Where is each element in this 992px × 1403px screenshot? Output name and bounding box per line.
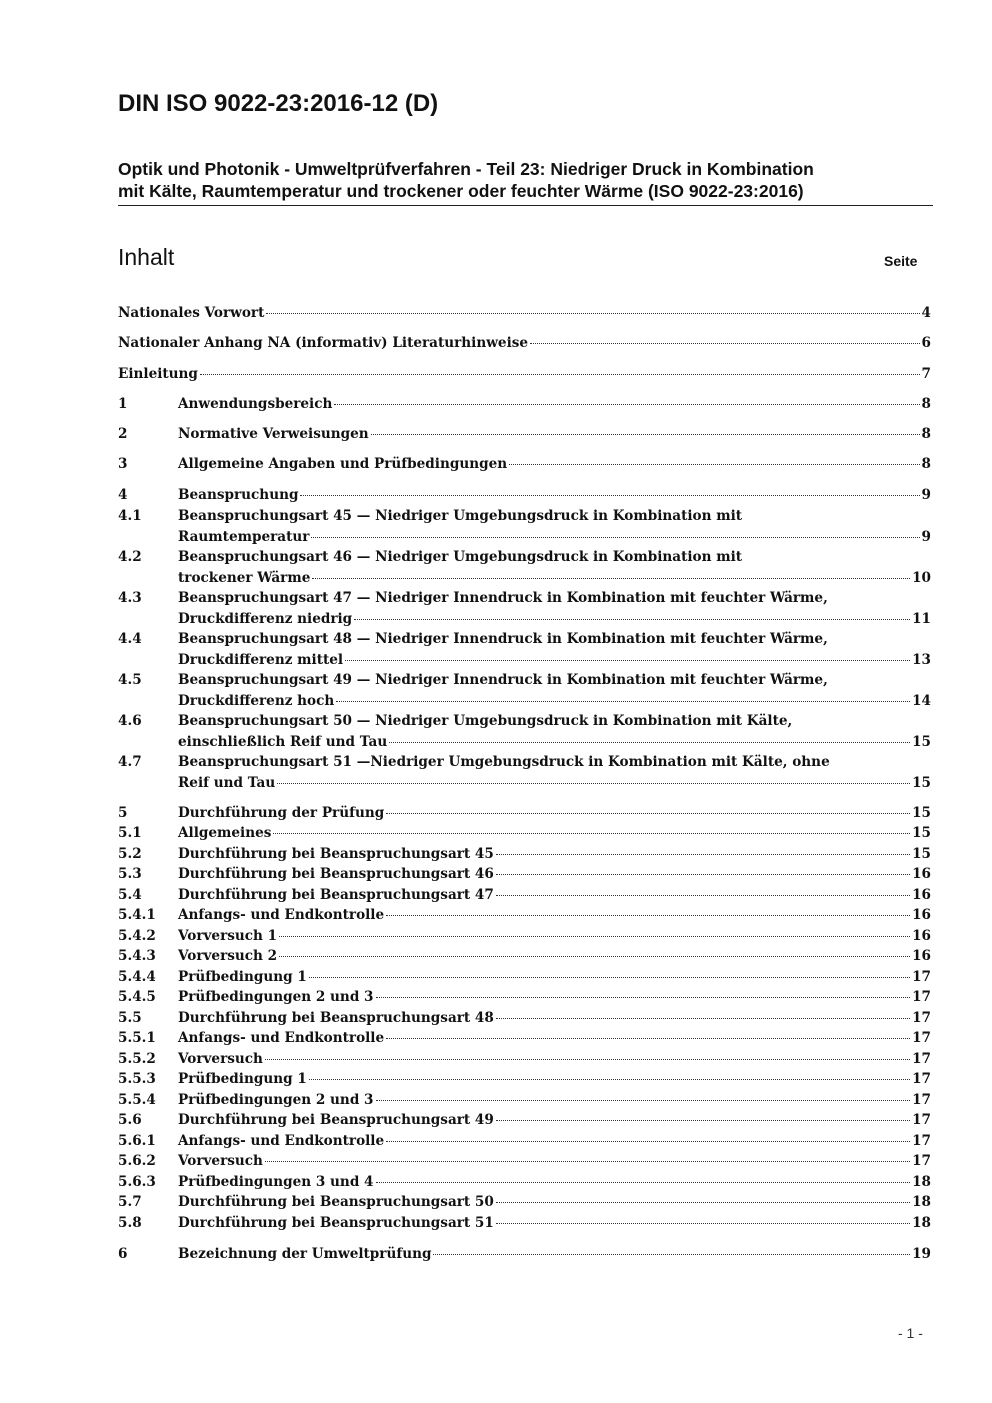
toc-entry-page: 15: [912, 846, 931, 862]
toc-entry-number: 5.8: [118, 1215, 142, 1231]
leader-dots: [309, 976, 910, 978]
leader-dots: [509, 463, 919, 465]
toc-entry-number: 5.4.4: [118, 969, 156, 985]
leader-dots: [279, 935, 910, 937]
toc-entry-page: 9: [921, 487, 931, 503]
toc-entry-page: 16: [912, 928, 931, 944]
toc-entry-title: Prüfbedingung 1: [178, 1071, 307, 1087]
toc-entry-page: 4: [921, 305, 931, 321]
page-column-label: Seite: [884, 253, 918, 269]
toc-entry-title: Durchführung bei Beanspruchungsart 49: [178, 1112, 494, 1128]
leader-dots: [389, 741, 910, 743]
toc-entry-number: 1: [118, 396, 128, 412]
toc-entry-title-line2: Raumtemperatur: [178, 528, 310, 545]
leader-dots: [386, 812, 910, 814]
toc-entry-number: 4.5: [118, 672, 142, 688]
leader-dots: [376, 1099, 911, 1101]
toc-entry-title: Durchführung bei Beanspruchungsart 48: [178, 1010, 494, 1026]
toc-entry-page: 17: [912, 1133, 931, 1149]
toc-entry-number: 4.6: [118, 713, 142, 729]
page-number: - 1 -: [898, 1325, 923, 1341]
toc-entry-page: 18: [912, 1174, 931, 1190]
leader-dots: [200, 373, 920, 375]
toc-entry-page: 17: [912, 1112, 931, 1128]
leader-dots: [376, 1181, 911, 1183]
toc-entry-page: 18: [912, 1215, 931, 1231]
toc-entry-title-line1: Beanspruchungsart 50 — Niedriger Umgebungsdruck in Kombination mit Kälte,: [178, 713, 793, 729]
toc-entry-title: Nationaler Anhang NA (informativ) Literaturhinweise: [118, 335, 529, 351]
toc-entry-number: 5.6.3: [118, 1174, 156, 1190]
toc-entry-page: 17: [912, 1051, 931, 1067]
toc-entry-page: 16: [912, 907, 931, 923]
toc-entry-number: 5.3: [118, 866, 142, 882]
toc-entry-page: 17: [912, 1071, 931, 1087]
toc-entry-title-line1: Beanspruchungsart 48 — Niedriger Innendruck in Kombination mit feuchter Wärme,: [178, 631, 828, 647]
toc-entry-number: 5.5.4: [118, 1092, 156, 1108]
leader-dots: [265, 1160, 910, 1162]
toc-entry-number: 2: [118, 426, 128, 442]
toc-entry-page: 6: [921, 335, 931, 351]
toc-entry-page: 15: [912, 825, 931, 841]
leader-dots: [300, 494, 919, 496]
leader-dots: [496, 853, 910, 855]
toc-entry-number: 5.4: [118, 887, 142, 903]
subtitle-line-1: Optik und Photonik - Umweltprüfverfahren - Teil 23: Niedriger Druck in Kombination: [118, 159, 814, 179]
toc-entry-number: 5.4.3: [118, 948, 156, 964]
leader-dots: [371, 433, 920, 435]
leader-dots: [386, 914, 910, 916]
toc-entry-page: 18: [912, 1194, 931, 1210]
leader-dots: [273, 832, 910, 834]
toc-entry-title: Allgemeines: [178, 825, 272, 841]
toc-entry-page: 8: [921, 396, 931, 412]
toc-entry-title: Prüfbedingung 1: [178, 969, 307, 985]
toc-entry-title: Beanspruchung: [178, 487, 299, 503]
toc-entry-page: 15: [912, 774, 931, 791]
leader-dots: [309, 1078, 910, 1080]
leader-dots: [530, 342, 919, 344]
toc-entry-page: 17: [912, 989, 931, 1005]
toc-entry-number: 5.7: [118, 1194, 142, 1210]
toc-entry-page: 8: [921, 456, 931, 472]
toc-entry-title: Normative Verweisungen: [178, 426, 369, 442]
toc-entry-title: Vorversuch: [178, 1051, 263, 1067]
toc-entry-title-line1: Beanspruchungsart 49 — Niedriger Innendruck in Kombination mit feuchter Wärme,: [178, 672, 828, 688]
leader-dots: [496, 894, 910, 896]
leader-dots: [386, 1037, 910, 1039]
toc-entry-title-line1: Beanspruchungsart 51 —Niedriger Umgebungsdruck in Kombination mit Kälte, ohne: [178, 754, 830, 770]
document-title: DIN ISO 9022-23:2016-12 (D): [118, 90, 439, 117]
toc-entry-number: 5: [118, 805, 128, 821]
toc-entry-page: 7: [921, 366, 931, 382]
toc-entry-title: Allgemeine Angaben und Prüfbedingungen: [178, 456, 508, 472]
leader-dots: [496, 1222, 910, 1224]
toc-entry-number: 5.4.5: [118, 989, 156, 1005]
toc-entry-title: Prüfbedingungen 2 und 3: [178, 1092, 374, 1108]
toc-entry-page: 15: [912, 733, 931, 750]
toc-entry-title-line2: trockener Wärme: [178, 569, 311, 586]
toc-entry-page: 10: [912, 569, 931, 586]
toc-entry-page: 14: [912, 692, 931, 709]
toc-entry-number: 4.1: [118, 508, 142, 524]
leader-dots: [386, 1140, 910, 1142]
toc-entry-title: Prüfbedingungen 3 und 4: [178, 1174, 374, 1190]
toc-entry-title-line2: Druckdifferenz mittel: [178, 651, 344, 668]
toc-entry-page: 11: [912, 610, 931, 627]
toc-entry-title: Durchführung bei Beanspruchungsart 51: [178, 1215, 494, 1231]
toc-entry-number: 3: [118, 456, 128, 472]
toc-entry-number: 5.5: [118, 1010, 142, 1026]
toc-entry-page: 17: [912, 1153, 931, 1169]
toc-entry-page: 17: [912, 1010, 931, 1026]
toc-entry-number: 5.5.1: [118, 1030, 156, 1046]
leader-dots: [279, 955, 910, 957]
leader-dots: [496, 1201, 910, 1203]
leader-dots: [345, 659, 910, 661]
leader-dots: [266, 312, 919, 314]
leader-dots: [277, 782, 910, 784]
toc-entry-title: Anfangs- und Endkontrolle: [178, 1133, 385, 1149]
toc-entry-title: Durchführung der Prüfung: [178, 805, 385, 821]
leader-dots: [265, 1058, 910, 1060]
toc-entry-title-line2: einschließlich Reif und Tau: [178, 733, 388, 750]
leader-dots: [336, 700, 910, 702]
toc-entry-title: Durchführung bei Beanspruchungsart 45: [178, 846, 494, 862]
toc-entry-number: 5.5.2: [118, 1051, 156, 1067]
toc-entry-title: Einleitung: [118, 366, 198, 382]
toc-entry-number: 4.3: [118, 590, 142, 606]
leader-dots: [496, 1119, 910, 1121]
toc-entry-page: 17: [912, 1030, 931, 1046]
toc-entry-number: 4.4: [118, 631, 142, 647]
toc-entry-title-line1: Beanspruchungsart 47 — Niedriger Innendruck in Kombination mit feuchter Wärme,: [178, 590, 828, 606]
toc-entry-number: 5.6: [118, 1112, 142, 1128]
leader-dots: [376, 996, 911, 998]
toc-entry-number: 5.6.2: [118, 1153, 156, 1169]
toc-entry-title: Anwendungsbereich: [178, 396, 333, 412]
leader-dots: [496, 873, 910, 875]
toc-entry-title-line1: Beanspruchungsart 45 — Niedriger Umgebungsdruck in Kombination mit: [178, 508, 743, 524]
toc-entry-page: 16: [912, 887, 931, 903]
toc-entry-number: 5.4.2: [118, 928, 156, 944]
toc-entry-page: 15: [912, 805, 931, 821]
toc-entry-title: Anfangs- und Endkontrolle: [178, 907, 385, 923]
toc-entry-title: Bezeichnung der Umweltprüfung: [178, 1246, 432, 1262]
toc-entry-page: 16: [912, 866, 931, 882]
toc-entry-title: Prüfbedingungen 2 und 3: [178, 989, 374, 1005]
toc-entry-title: Vorversuch 2: [178, 948, 278, 964]
toc-entry-title-line2: Reif und Tau: [178, 774, 276, 791]
toc-entry-title-line1: Beanspruchungsart 46 — Niedriger Umgebungsdruck in Kombination mit: [178, 549, 743, 565]
toc-entry-page: 17: [912, 1092, 931, 1108]
toc-entry-title: Durchführung bei Beanspruchungsart 47: [178, 887, 494, 903]
toc-entry-number: 4: [118, 487, 128, 503]
toc-entry-page: 9: [921, 528, 931, 545]
toc-entry-title-line2: Druckdifferenz hoch: [178, 692, 335, 709]
toc-entry-title: Nationales Vorwort: [118, 305, 265, 321]
toc-entry-number: 5.5.3: [118, 1071, 156, 1087]
toc-entry-title: Vorversuch 1: [178, 928, 278, 944]
toc-entry-title: Durchführung bei Beanspruchungsart 50: [178, 1194, 494, 1210]
toc-entry-title: Vorversuch: [178, 1153, 263, 1169]
leader-dots: [334, 403, 919, 405]
toc-entry-page: 8: [921, 426, 931, 442]
toc-entry-number: 5.2: [118, 846, 142, 862]
toc-entry-title: Durchführung bei Beanspruchungsart 46: [178, 866, 494, 882]
toc-entry-number: 5.6.1: [118, 1133, 156, 1149]
toc-entry-page: 13: [912, 651, 931, 668]
contents-heading: Inhalt: [118, 244, 175, 270]
toc-entry-number: 6: [118, 1246, 128, 1262]
toc-entry-title: Anfangs- und Endkontrolle: [178, 1030, 385, 1046]
leader-dots: [433, 1253, 910, 1255]
toc-entry-number: 5.4.1: [118, 907, 156, 923]
leader-dots: [496, 1017, 910, 1019]
leader-dots: [354, 618, 910, 620]
toc-entry-number: 4.7: [118, 754, 142, 770]
toc-entry-number: 5.1: [118, 825, 142, 841]
toc-entry-page: 17: [912, 969, 931, 985]
leader-dots: [311, 536, 919, 538]
toc-entry-number: 4.2: [118, 549, 142, 565]
leader-dots: [312, 577, 910, 579]
subtitle-line-2: mit Kälte, Raumtemperatur und trockener oder feuchter Wärme (ISO 9022-23:2016): [118, 181, 804, 201]
toc-entry-title-line2: Druckdifferenz niedrig: [178, 610, 353, 627]
toc-entry-page: 16: [912, 948, 931, 964]
document-subtitle: [118, 158, 933, 206]
toc-entry-page: 19: [912, 1246, 931, 1262]
